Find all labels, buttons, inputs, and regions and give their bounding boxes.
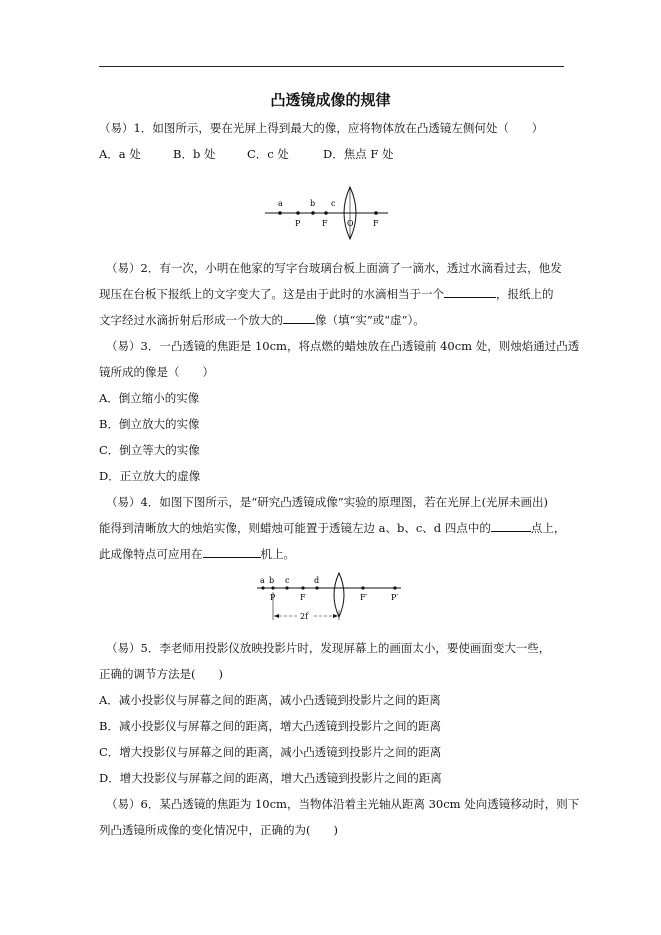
question-5-option-c: C．增大投影仪与屏幕之间的距离，减小凸透镜到投影片之间的距离 [99,745,442,759]
label-f-prime: F′ [360,593,368,602]
answer-blank-4a [491,520,531,532]
question-5-option-d: D．增大投影仪与屏幕之间的距离，增大凸透镜到投影片之间的距离 [99,771,442,785]
question-4-line-2: 能得到清晰放大的烛焰实像，则蜡烛可能置于透镜左边 a、b、c、d 四点中的 点上， [99,521,566,535]
question-2-line-2: 现压在台板下报纸上的文字变大了。这是由于此时的水滴相当于一个 ，报纸上的 [99,287,554,301]
option-a: A．a 处 [99,147,141,161]
question-3-option-a: A．倒立缩小的实像 [99,391,200,405]
label-c: c [331,199,336,208]
answer-blank-2a [444,286,496,298]
question-5-line-2: 正确的调节方法是( ) [99,667,223,681]
label-p: P [270,593,276,602]
answer-blank-4b [203,546,261,558]
option-b: B．b 处 [173,147,216,161]
label-f-left: F [322,219,328,228]
question-2-line-3: 文字经过水滴折射后形成一个放大的 像（填“实”或“虚”）。 [99,313,425,327]
question-5-option-b: B．减小投影仪与屏幕之间的距离，增大凸透镜到投影片之间的距离 [99,719,441,733]
label-b: b [310,199,316,208]
question-3-line-1: （易）3．一凸透镜的焦距是 10cm，将点燃的蜡烛放在凸透镜前 40cm 处，则烛焰通过凸透 [106,339,580,353]
question-5-option-a: A．减小投影仪与屏幕之间的距离，减小凸透镜到投影片之间的距离 [99,693,441,707]
question-1-options [99,146,394,162]
label-o: O [347,219,354,228]
label-a: a [260,576,265,585]
question-3-option-b: B．倒立放大的实像 [99,417,200,431]
label-f-right: F [373,219,379,228]
lens-figure-1 [262,184,390,240]
label-c: c [285,576,290,585]
question-6-line-2: 列凸透镜所成像的变化情况中，正确的为( ) [99,823,338,837]
question-1-stem: （易）1．如图所示，要在光屏上得到最大的像，应将物体放在凸透镜左侧何处（ ） [99,121,544,135]
question-3-option-c: C．倒立等大的实像 [99,443,200,457]
question-4-line-3: 此成像特点可应用在 机上。 [99,547,295,561]
label-p-prime: P′ [391,593,399,602]
question-3-line-2: 镜所成的像是（ ） [99,365,214,379]
label-d: d [314,576,320,585]
page-title: 凸透镜成像的规律 [270,91,391,109]
header-rule [99,66,564,67]
question-3-option-d: D．正立放大的虚像 [99,469,201,483]
answer-blank-2b [283,312,315,324]
label-p: P [295,219,301,228]
question-6-line-1: （易）6．某凸透镜的焦距为 10cm，当物体沿着主光轴从距离 30cm 处向透镜移动时，则下 [106,797,580,811]
label-a: a [278,199,283,208]
label-f: F [300,593,306,602]
option-d: D．焦点 F 处 [323,147,394,161]
option-c: C．c 处 [247,147,289,161]
question-5-line-1: （易）5．李老师用投影仪放映投影片时，发现屏幕上的画面太小，要使画面变大一些， [106,641,551,655]
label-b: b [269,576,275,585]
lens-figure-2 [255,570,403,626]
question-2-line-1: （易）2．有一次，小明在他家的写字台玻璃台板上面滴了一滴水，透过水滴看过去，他发 [106,261,562,275]
question-4-line-1: （易）4．如图下图所示，是“研究凸透镜成像”实验的原理图，若在光屏上(光屏未画出) [106,495,549,509]
label-2f: 2f [300,612,309,621]
